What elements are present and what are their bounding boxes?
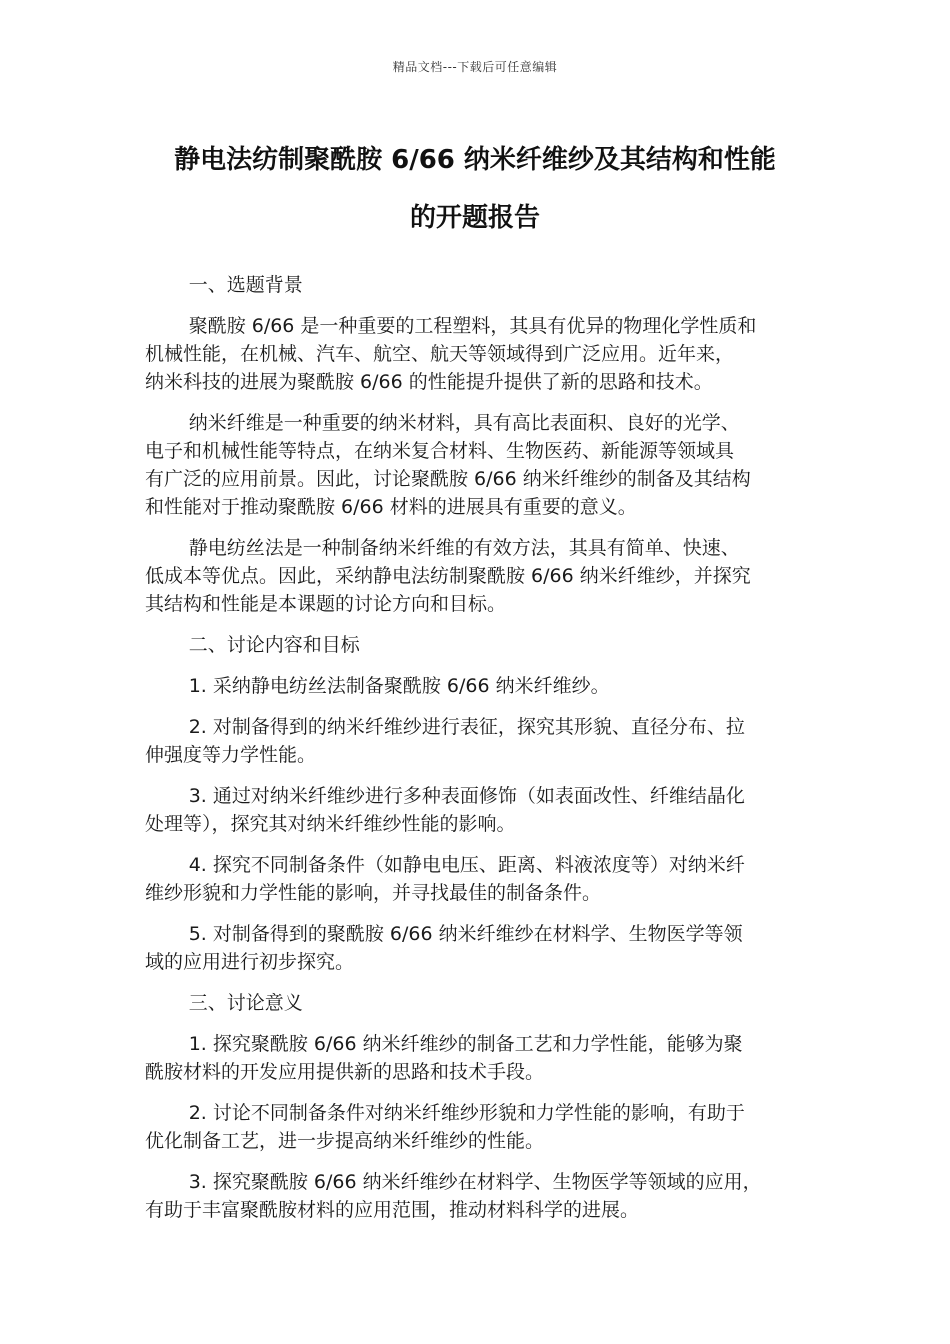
list-item: 3. 探究聚酰胺 6/66 纳米纤维纱在材料学、生物医学等领域的应用， 有助于丰富聚酰胺材料的应用范围，推动材料科学的进展。 <box>145 1171 762 1221</box>
list-item: 2. 讨论不同制备条件对纳米纤维纱形貌和力学性能的影响，有助于 优化制备工艺，进一步提高纳米纤维纱的性能。 <box>145 1102 745 1152</box>
section-heading-content: 二、讨论内容和目标 <box>188 634 360 656</box>
paragraph: 静电纺丝法是一种制备纳米纤维的有效方法，其具有简单、快速、 低成本等优点。因此，采纳静电法纺制聚酰胺 6/66 纳米纤维纱，并探究 其结构和性能是本课题的讨论方向和目标。 <box>145 537 751 615</box>
list-item: 2. 对制备得到的纳米纤维纱进行表征，探究其形貌、直径分布、拉 伸强度等力学性能。 <box>145 716 745 766</box>
list-item: 3. 通过对纳米纤维纱进行多种表面修饰（如表面改性、纤维结晶化 处理等），探究其对纳米纤维纱性能的影响。 <box>145 785 745 835</box>
list-item: 1. 探究聚酰胺 6/66 纳米纤维纱的制备工艺和力学性能，能够为聚 酰胺材料的开发应用提供新的思路和技术手段。 <box>145 1033 743 1083</box>
section-heading-background: 一、选题背景 <box>188 274 303 296</box>
list-item: 4. 探究不同制备条件（如静电电压、距离、料液浓度等）对纳米纤 维纱形貌和力学性能的影响，并寻找最佳的制备条件。 <box>145 854 745 904</box>
header-note: 精品文档---下载后可任意编辑 <box>392 60 558 74</box>
title-line-1: 静电法纺制聚酰胺 6/66 纳米纤维纱及其结构和性能 <box>174 145 776 175</box>
paragraph: 纳米纤维是一种重要的纳米材料，具有高比表面积、良好的光学、 电子和机械性能等特点，在纳米复合材料、生物医药、新能源等领域具 有广泛的应用前景。因此，讨论聚酰胺 6/66 纳米纤维纱的制备及其结构 和性能对于推动聚酰胺 6/66 材料的进展具有重要的意义。 <box>145 412 751 518</box>
list-item: 5. 对制备得到的聚酰胺 6/66 纳米纤维纱在材料学、生物医学等领 域的应用进行初步探究。 <box>145 923 743 973</box>
section-heading-significance: 三、讨论意义 <box>188 992 303 1014</box>
title-line-2: 的开题报告 <box>409 203 540 233</box>
document-title <box>120 131 830 247</box>
paragraph: 聚酰胺 6/66 是一种重要的工程塑料，其具有优异的物理化学性质和 机械性能，在机械、汽车、航空、航天等领域得到广泛应用。近年来， 纳米科技的进展为聚酰胺 6/66 的性能提升提供了新的思路和技术。 <box>145 315 757 393</box>
list-item: 1. 采纳静电纺丝法制备聚酰胺 6/66 纳米纤维纱。 <box>188 675 610 697</box>
document-body <box>145 271 808 1237</box>
